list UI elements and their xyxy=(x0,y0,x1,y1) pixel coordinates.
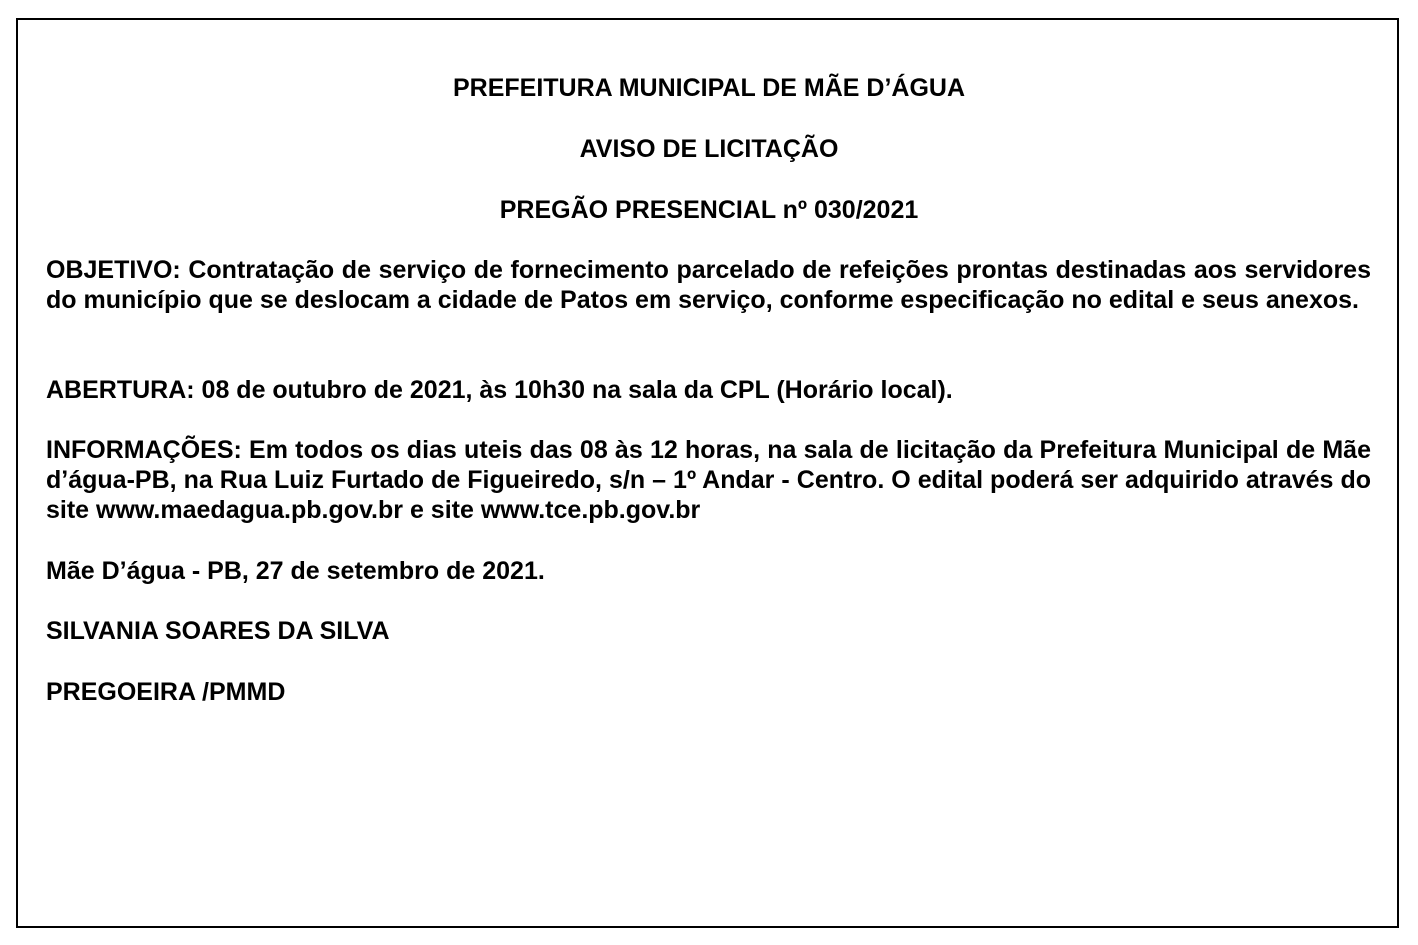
notice-title: AVISO DE LICITAÇÃO xyxy=(579,135,839,163)
place-date: Mãe D’água - PB, 27 de setembro de 2021. xyxy=(46,557,545,585)
signer-role: PREGOEIRA /PMMD xyxy=(46,678,286,706)
objetivo-paragraph: OBJETIVO: Contratação de serviço de fornecimento parcelado de refeições prontas destinadas aos servidores do município que se deslocam a cidade de Patos em serviço, conforme especificação no edital e seus anexos. xyxy=(46,256,1371,314)
process-number: PREGÃO PRESENCIAL nº 030/2021 xyxy=(499,196,919,224)
signer-name: SILVANIA SOARES DA SILVA xyxy=(46,617,390,645)
abertura-line: ABERTURA: 08 de outubro de 2021, às 10h30 na sala da CPL (Horário local). xyxy=(46,376,953,404)
informacoes-paragraph: INFORMAÇÕES: Em todos os dias uteis das 08 às 12 horas, na sala de licitação da Prefeitura Municipal de Mãe d’água-PB, na Rua Luiz Furtado de Figueiredo, s/n – 1º Andar - Centro. O edital poderá ser adquirido através do site www.maedagua.pb.gov.br e site www.tce.pb.gov.br xyxy=(46,436,1371,524)
org-title: PREFEITURA MUNICIPAL DE MÃE D’ÁGUA xyxy=(452,74,966,102)
